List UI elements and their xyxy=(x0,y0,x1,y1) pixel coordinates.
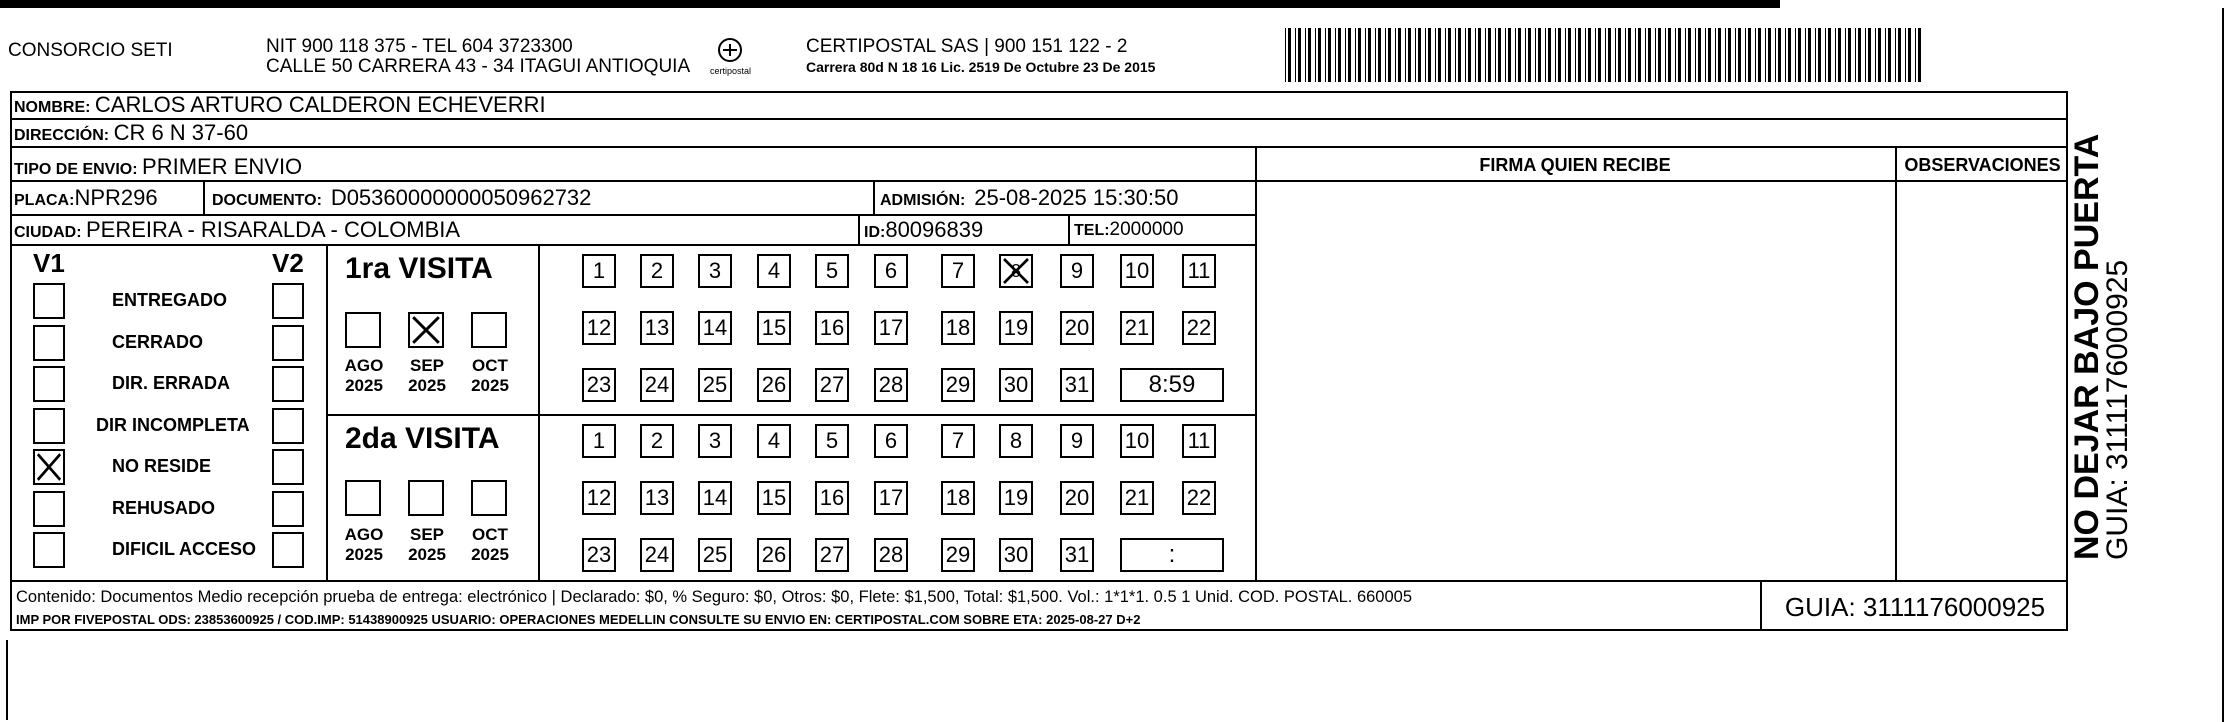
visit1-day-box[interactable]: 10 xyxy=(1120,254,1154,288)
visit2-month-label: OCT 2025 xyxy=(471,525,509,564)
v2-checkbox[interactable] xyxy=(272,283,304,319)
visit1-month-label: SEP 2025 xyxy=(408,356,446,395)
visit2-day-box[interactable]: 8 xyxy=(999,424,1033,458)
v1-checkbox[interactable] xyxy=(33,449,65,485)
visit2-day-box[interactable]: 22 xyxy=(1182,481,1216,515)
side-notice xyxy=(2068,90,2188,560)
barcode xyxy=(1285,28,1925,82)
visit1-day-box[interactable]: 7 xyxy=(941,254,975,288)
plate-field: PLACA:NPR296 xyxy=(14,185,158,210)
visit2-day-box[interactable]: 4 xyxy=(757,424,791,458)
certipostal-name: CERTIPOSTAL SAS | 900 151 122 - 2 xyxy=(806,36,1128,57)
v1-checkbox[interactable] xyxy=(33,325,65,361)
signature-area[interactable] xyxy=(1262,184,1890,574)
visit1-month-checkbox[interactable] xyxy=(408,312,444,348)
x-mark xyxy=(35,451,63,483)
status-option-label: NO RESIDE xyxy=(112,456,212,476)
visit1-month-label: OCT 2025 xyxy=(471,356,509,395)
visit2-day-box[interactable]: 7 xyxy=(941,424,975,458)
side-guia-text: GUIA: 3111176000925 xyxy=(2101,259,2134,560)
visit1-title: 1ra VISITA xyxy=(345,252,493,285)
v2-label: V2 xyxy=(272,248,304,278)
visit1-day-box[interactable]: 14 xyxy=(698,311,732,345)
v1-checkbox[interactable] xyxy=(33,491,65,527)
visit1-day-box[interactable]: 5 xyxy=(815,254,849,288)
visit2-day-box[interactable]: 3 xyxy=(698,424,732,458)
top-border xyxy=(0,0,1780,8)
visit1-day-box[interactable]: 13 xyxy=(640,311,674,345)
visit1-day-box[interactable]: 31 xyxy=(1060,368,1094,402)
visit1-day-box[interactable]: 16 xyxy=(815,311,849,345)
visit2-title: 2da VISITA xyxy=(345,422,500,455)
visit2-day-box[interactable]: 18 xyxy=(941,481,975,515)
visit2-day-box[interactable]: 15 xyxy=(757,481,791,515)
visit1-time-box[interactable]: 8:59 xyxy=(1120,368,1224,402)
license: Carrera 80d N 18 16 Lic. 2519 De Octubre 23 De 2015 xyxy=(806,59,1156,75)
v2-checkbox[interactable] xyxy=(272,491,304,527)
visit2-day-box[interactable]: 20 xyxy=(1060,481,1094,515)
visit2-day-box[interactable]: 9 xyxy=(1060,424,1094,458)
visit1-day-box[interactable]: 29 xyxy=(941,368,975,402)
visit1-day-box[interactable]: 8 xyxy=(999,254,1033,288)
v1-label: V1 xyxy=(33,248,65,278)
visit2-day-box[interactable]: 16 xyxy=(815,481,849,515)
shipment-type-row: TIPO DE ENVIO: PRIMER ENVIO xyxy=(14,154,303,179)
visit1-day-box[interactable]: 19 xyxy=(999,311,1033,345)
visit1-day-box[interactable]: 3 xyxy=(698,254,732,288)
visit2-day-box[interactable]: 29 xyxy=(941,538,975,572)
visit1-day-box[interactable]: 23 xyxy=(582,368,616,402)
visit1-day-box[interactable]: 30 xyxy=(999,368,1033,402)
visit1-day-box[interactable]: 26 xyxy=(757,368,791,402)
visit1-day-box[interactable]: 1 xyxy=(582,254,616,288)
visit2-day-box[interactable]: 10 xyxy=(1120,424,1154,458)
visit2-day-box[interactable]: 12 xyxy=(582,481,616,515)
status-option-label: DIR. ERRADA xyxy=(112,373,231,393)
visit2-day-box[interactable]: 25 xyxy=(698,538,732,572)
v2-checkbox[interactable] xyxy=(272,325,304,361)
admission-field: ADMISIÓN: 25-08-2025 15:30:50 xyxy=(880,185,1179,210)
visit2-month-label: AGO 2025 xyxy=(344,525,384,564)
visit2-month-label: SEP 2025 xyxy=(408,525,446,564)
visit1-month-checkbox[interactable] xyxy=(471,312,507,348)
visit2-month-checkbox[interactable] xyxy=(471,480,507,516)
x-mark xyxy=(1001,256,1031,286)
signature-label: FIRMA QUIEN RECIBE xyxy=(1479,155,1671,175)
certipostal-logo xyxy=(706,36,776,84)
nit-tel: NIT 900 118 375 - TEL 604 3723300 xyxy=(266,36,573,57)
visit2-day-box[interactable]: 17 xyxy=(874,481,908,515)
visit1-month-label: AGO 2025 xyxy=(344,356,384,395)
visit1-day-box[interactable]: 21 xyxy=(1120,311,1154,345)
visit1-day-box[interactable]: 22 xyxy=(1182,311,1216,345)
guia-number: GUIA: 3111176000925 xyxy=(1784,592,2046,622)
observations-area[interactable] xyxy=(1902,184,2062,574)
visit2-day-box[interactable]: 14 xyxy=(698,481,732,515)
visit1-day-box[interactable]: 4 xyxy=(757,254,791,288)
visit1-day-box[interactable]: 25 xyxy=(698,368,732,402)
visit2-day-box[interactable]: 13 xyxy=(640,481,674,515)
v2-checkbox[interactable] xyxy=(272,532,304,568)
visit2-day-box[interactable]: 21 xyxy=(1120,481,1154,515)
visit2-day-box[interactable]: 11 xyxy=(1182,424,1216,458)
visit1-day-box[interactable]: 28 xyxy=(874,368,908,402)
status-option-label: REHUSADO xyxy=(112,497,216,518)
v1-checkbox[interactable] xyxy=(33,532,65,568)
visit1-day-box[interactable]: 18 xyxy=(941,311,975,345)
visit2-day-box[interactable]: 26 xyxy=(757,538,791,572)
company-name: CONSORCIO SETI xyxy=(8,40,173,61)
visit2-day-box[interactable]: 6 xyxy=(874,424,908,458)
visit1-day-box[interactable]: 9 xyxy=(1060,254,1094,288)
visit2-day-box[interactable]: 1 xyxy=(582,424,616,458)
visit1-day-box[interactable]: 17 xyxy=(874,311,908,345)
visit1-day-box[interactable]: 24 xyxy=(640,368,674,402)
visit2-day-box[interactable]: 2 xyxy=(640,424,674,458)
visit1-day-box[interactable]: 11 xyxy=(1182,254,1216,288)
observations-label: OBSERVACIONES xyxy=(1904,155,2061,175)
name-row: NOMBRE: CARLOS ARTURO CALDERON ECHEVERRI xyxy=(14,92,546,117)
v2-checkbox[interactable] xyxy=(272,408,304,444)
status-option-label: DIR INCOMPLETA xyxy=(96,414,250,435)
visit1-day-box[interactable]: 2 xyxy=(640,254,674,288)
visit1-day-box[interactable]: 12 xyxy=(582,311,616,345)
status-option-label: DIFICIL ACCESO xyxy=(112,539,257,559)
tel-field: TEL:2000000 xyxy=(1074,219,1184,240)
visit2-day-box[interactable]: 28 xyxy=(874,538,908,572)
content-line: Contenido: Documentos Medio recepción prueba de entrega: electrónico | Declarado: $0, % Seguro: $0, Otros: $0, Flete: $1,500, Total: $1,500. Vol.: 1*1*1. 0.5 1 Unid. COD. POSTAL. 660005 xyxy=(16,588,1413,606)
v2-checkbox[interactable] xyxy=(272,449,304,485)
company-address: CALLE 50 CARRERA 43 - 34 ITAGUI ANTIOQUIA xyxy=(266,56,691,77)
visit1-day-box[interactable]: 6 xyxy=(874,254,908,288)
visit2-day-box[interactable]: 31 xyxy=(1060,538,1094,572)
v1-checkbox[interactable] xyxy=(33,408,65,444)
visit2-month-checkbox[interactable] xyxy=(408,480,444,516)
visit1-day-box[interactable]: 20 xyxy=(1060,311,1094,345)
side-notice-text: NO DEJAR BAJO PUERTA xyxy=(2068,133,2106,560)
visit2-time-box[interactable]: : xyxy=(1120,538,1224,572)
address-row: DIRECCIÓN: CR 6 N 37-60 xyxy=(14,120,249,145)
visit2-day-box[interactable]: 30 xyxy=(999,538,1033,572)
visit1-month-checkbox[interactable] xyxy=(345,312,381,348)
v2-checkbox[interactable] xyxy=(272,366,304,402)
document-field: DOCUMENTO: D05360000000050962732 xyxy=(212,185,592,210)
visit2-month-checkbox[interactable] xyxy=(345,480,381,516)
visit2-day-box[interactable]: 19 xyxy=(999,481,1033,515)
v1-checkbox[interactable] xyxy=(33,366,65,402)
visit2-day-box[interactable]: 5 xyxy=(815,424,849,458)
city-field: CIUDAD: PEREIRA - RISARALDA - COLOMBIA xyxy=(14,217,461,242)
visit2-day-box[interactable]: 23 xyxy=(582,538,616,572)
visit2-day-box[interactable]: 27 xyxy=(815,538,849,572)
status-option-label: CERRADO xyxy=(112,331,204,352)
logo-text: certipostal xyxy=(710,66,752,76)
status-option-label: ENTREGADO xyxy=(112,290,228,310)
visit1-day-box[interactable]: 15 xyxy=(757,311,791,345)
imp-line: IMP POR FIVEPOSTAL ODS: 23853600925 / COD.IMP: 51438900925 USUARIO: OPERACIONES MEDELLIN CONSULTE SU ENVIO EN: CERTIPOSTAL.COM SOBRE ETA: 2025-08-27 D+2 xyxy=(16,612,1141,627)
x-mark xyxy=(410,314,442,346)
visit2-day-box[interactable]: 24 xyxy=(640,538,674,572)
id-field: ID:80096839 xyxy=(864,217,984,242)
visit1-day-box[interactable]: 27 xyxy=(815,368,849,402)
v1-checkbox[interactable] xyxy=(33,283,65,319)
